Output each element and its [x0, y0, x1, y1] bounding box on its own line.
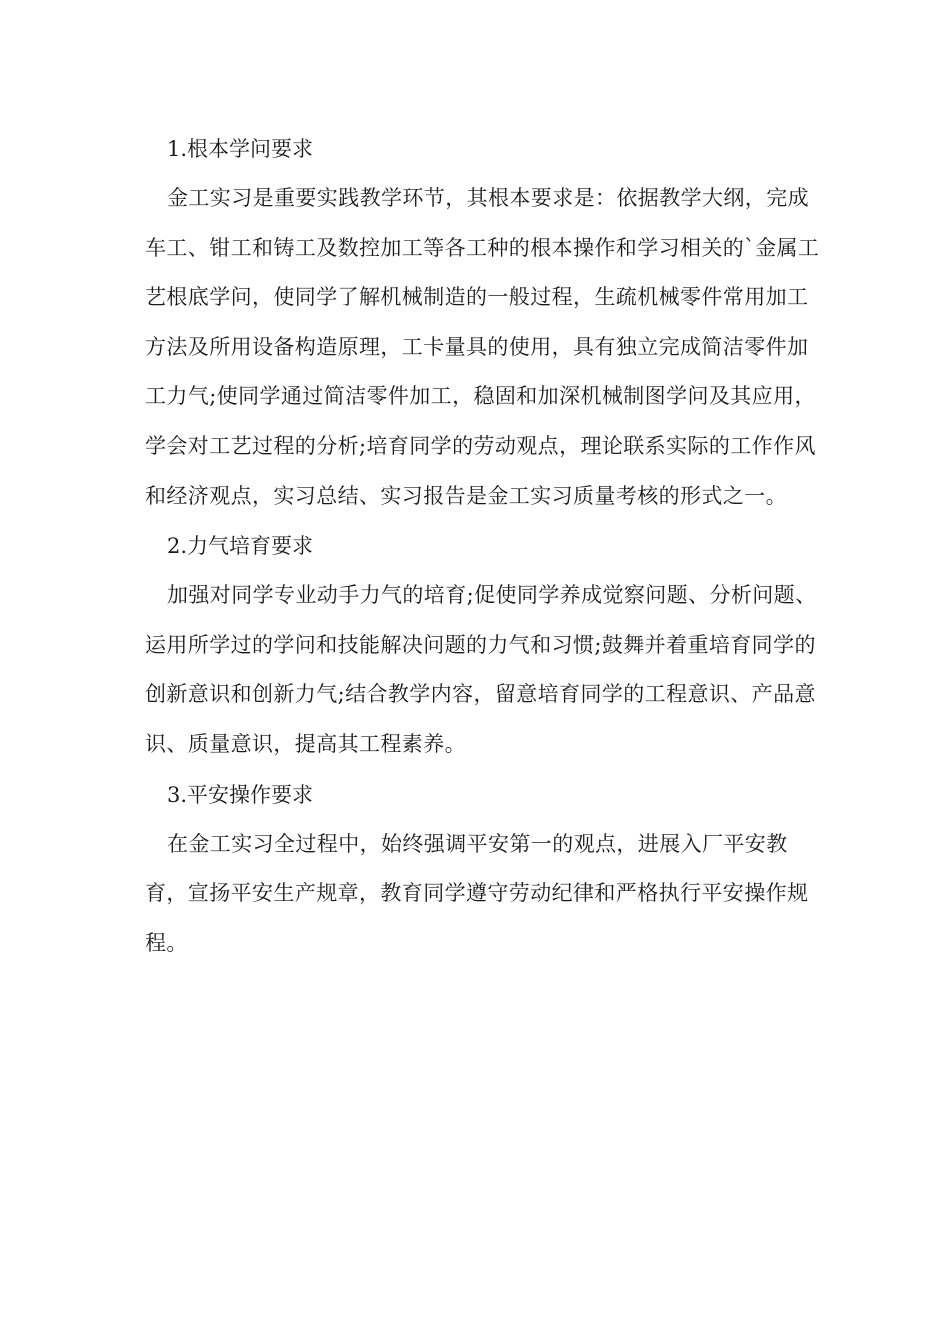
- section-heading-3: 3.平安操作要求: [167, 782, 314, 807]
- section-paragraph-2: 加强对同学专业动手力气的培育;促使同学养成觉察问题、分析问题、运用所学过的学问和技能解决问题的力气和习惯;鼓舞并着重培育同学的创新意识和创新力气;结合教学内容，留意培育同学的工程意识、产品意识、质量意识，提高其工程素养。: [145, 583, 817, 756]
- document-body: [145, 124, 825, 968]
- section-heading-1: 1.根本学问要求: [167, 137, 314, 161]
- section-paragraph-1: 金工实习是重要实践教学环节，其根本要求是：依据教学大纲，完成车工、钳工和铸工及数控加工等各工种的根本操作和学习相关的`金属工艺根底学问，使同学了解机械制造的一般过程，生疏机械零件常用加工方法及所用设备构造原理，工卡量具的使用，具有独立完成简洁零件加工力气;使同学通过简洁零件加工，稳固和加深机械制图学问及其应用，学会对工艺过程的分析;培育同学的劳动观点，理论联系实际的工作作风和经济观点，实习总结、实习报告是金工实习质量考核的形式之一。: [145, 186, 820, 508]
- section-paragraph-3: 在金工实习全过程中，始终强调平安第一的观点，进展入厂平安教育，宣扬平安生产规章，教育同学遵守劳动纪律和严格执行平安操作规程。: [145, 831, 809, 955]
- section-heading-2: 2.力气培育要求: [167, 534, 314, 559]
